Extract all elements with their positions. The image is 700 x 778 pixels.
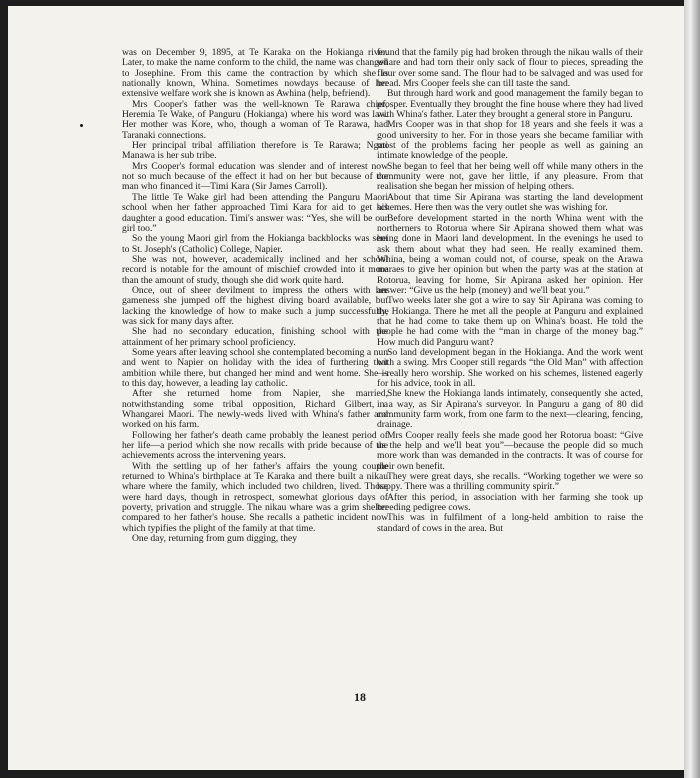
paragraph: was on December 9, 1895, at Te Karaka on the Hokianga river. Later, to make the name conform to the child, the name was changed to Josephine. From this came the contraction by which she is nationally known, Whina. Sometimes nowdays because of her extensive welfare work she is known as Awhina (help, befriend).: [122, 47, 388, 100]
paragraph: Following her father's death came probably the leanest period of her life—a period which she now recalls with pride because of the achievements across the intervening years.: [122, 429, 388, 462]
paragraph: With the settling up of her father's affairs the young couple returned to Whina's birthplace at Te Karaka and there built a nikau whare where the family, which included two children, lived. Those were hard days, though in retrospect, somewhat glorious days of poverty, privation and struggle. The nikau whare was a grim shelter compared to her father's house. She recalls a pathetic incident now which typifies the plight of the family at that time.: [122, 460, 388, 534]
paragraph: So land development began in the Hokianga. And the work went with a swing. Mrs Cooper still regards “the Old Man” with affection—really hero worship. She worked on his schemes, listened eagerly for his advice, took in all.: [377, 346, 643, 389]
paragraph: Mrs Cooper was in that shop for 18 years and she feels it was a good university to her. For in those years she became familiar with most of the problems facing her people as well as gaining an intimate knowledge of the people.: [377, 119, 643, 162]
paragraph: found that the family pig had broken through the nikau walls of their whare and had torn their only sack of flour to pieces, spreading the flour over some sand. The flour had to be salvaged and was used for bread. Mrs Cooper feels she can till taste the sand.: [377, 47, 643, 90]
paragraph: Once, out of sheer devilment to impress the others with her gameness she jumped off the highest diving board available, but lacking the knowledge of how to make such a jump successfully, was sick for many days after.: [122, 284, 388, 327]
paragraph: She had no secondary education, finishing school with the attainment of her primary school proficiency.: [122, 326, 388, 348]
left-column: [122, 48, 388, 545]
paragraph: About that time Sir Apirana was starting the land development schemes. Here then was the very outlet she was wishing for.: [377, 191, 643, 214]
paragraph: Two weeks later she got a wire to say Sir Apirana was coming to the Hokianga. There he met all the people at Panguru and explained that he had come to take them up on Whina's boast. He told the people he had come with the “man in charge of the money bag.” How much did Panguru want?: [377, 295, 643, 348]
paragraph: The little Te Wake girl had been attending the Panguru Maori school when her father approached Timi Kara for aid to get his daughter a good education. Timi's answer was: “Yes, she will be our girl too.”: [122, 191, 388, 234]
paragraph: After this period, in association with her farming she took up breeding pedigree cows.: [377, 491, 643, 514]
ink-speck: [80, 124, 83, 127]
paragraph: After she returned home from Napier, she married, notwithstanding some tribal opposition, Richard Gilbert, a Whangarei Maori. The newly-weds lived with Whina's father and worked on his farm.: [122, 388, 388, 431]
page-number: 18: [354, 690, 366, 704]
right-column: [377, 48, 643, 534]
paragraph: They were great days, she recalls. “Working together we were so happy. There was a thrilling community spirit.”: [377, 471, 643, 493]
binding-edge: [684, 0, 700, 778]
paragraph: She was not, however, academically inclined and her school record is notable for the amount of mischief crowded into it more than the amount of study, though she did work quite hard.: [122, 253, 388, 286]
paragraph: Mrs Cooper's formal education was slender and of interest now not so much because of the effect it had on her but because of the man who financed it—Timi Kara (Sir James Carroll).: [122, 160, 388, 193]
paragraph: One day, returning from gum digging, they: [132, 533, 298, 545]
paragraph: This was in fulfilment of a long-held ambition to raise the standard of cows in the area. But: [377, 512, 643, 534]
paragraph: Mrs Cooper really feels she made good her Rotorua boast: “Give us the help and we'll beat you”—because the people did so much more work than was demanded in the contracts. It was of course for their own benefit.: [377, 429, 643, 472]
paragraph: Her principal tribal affiliation therefore is Te Rarawa; Ngati Manawa is her sub tribe.: [122, 140, 388, 162]
paragraph: So the young Maori girl from the Hokianga backblocks was sent to St. Joseph's (Catholic) College, Napier.: [122, 233, 388, 255]
paragraph: She knew the Hokianga lands intimately, consequently she acted, in a way, as Sir Apirana's surveyor. In Panguru a gang of 80 did community farm work, from one farm to the next—clearing, fencing, drainage.: [377, 388, 643, 431]
paragraph: Some years after leaving school she contemplated becoming a nun and went to Napier on holiday with the idea of furthering that ambition while there, but changed her mind and went home. She is to this day, however, a leading lay catholic.: [122, 346, 388, 389]
paragraph: But through hard work and good management the family began to prosper. Eventually they brought the fine house where they had lived with Whina's father. Later they brought a general store in Panguru.: [377, 88, 643, 121]
paragraph: Mrs Cooper's father was the well-known Te Rarawa chief, Heremia Te Wake, of Panguru (Hokianga) where his word was law. Her mother was Kore, who, though a woman of Te Rarawa, had Taranaki connections.: [122, 98, 388, 141]
paragraph: She began to feel that her being well off while many others in the community were not, gave her little, if any pleasure. From that realisation she began her mission of helping others.: [377, 160, 643, 193]
paragraph: Before development started in the north Whina went with the northerners to Rotorua where Sir Apirana showed them what was being done in Maori land development. In the evenings he used to ask them about what they had seen. He really examined them. Whina, being a woman could not, of course, speak on the Arawa maraes to give her opinion but when the party was at the station at Rotorua, leaving for home, Sir Apirana asked her opinion. Her answer: “Give us the help (money) and we'll beat you.”: [377, 212, 643, 296]
